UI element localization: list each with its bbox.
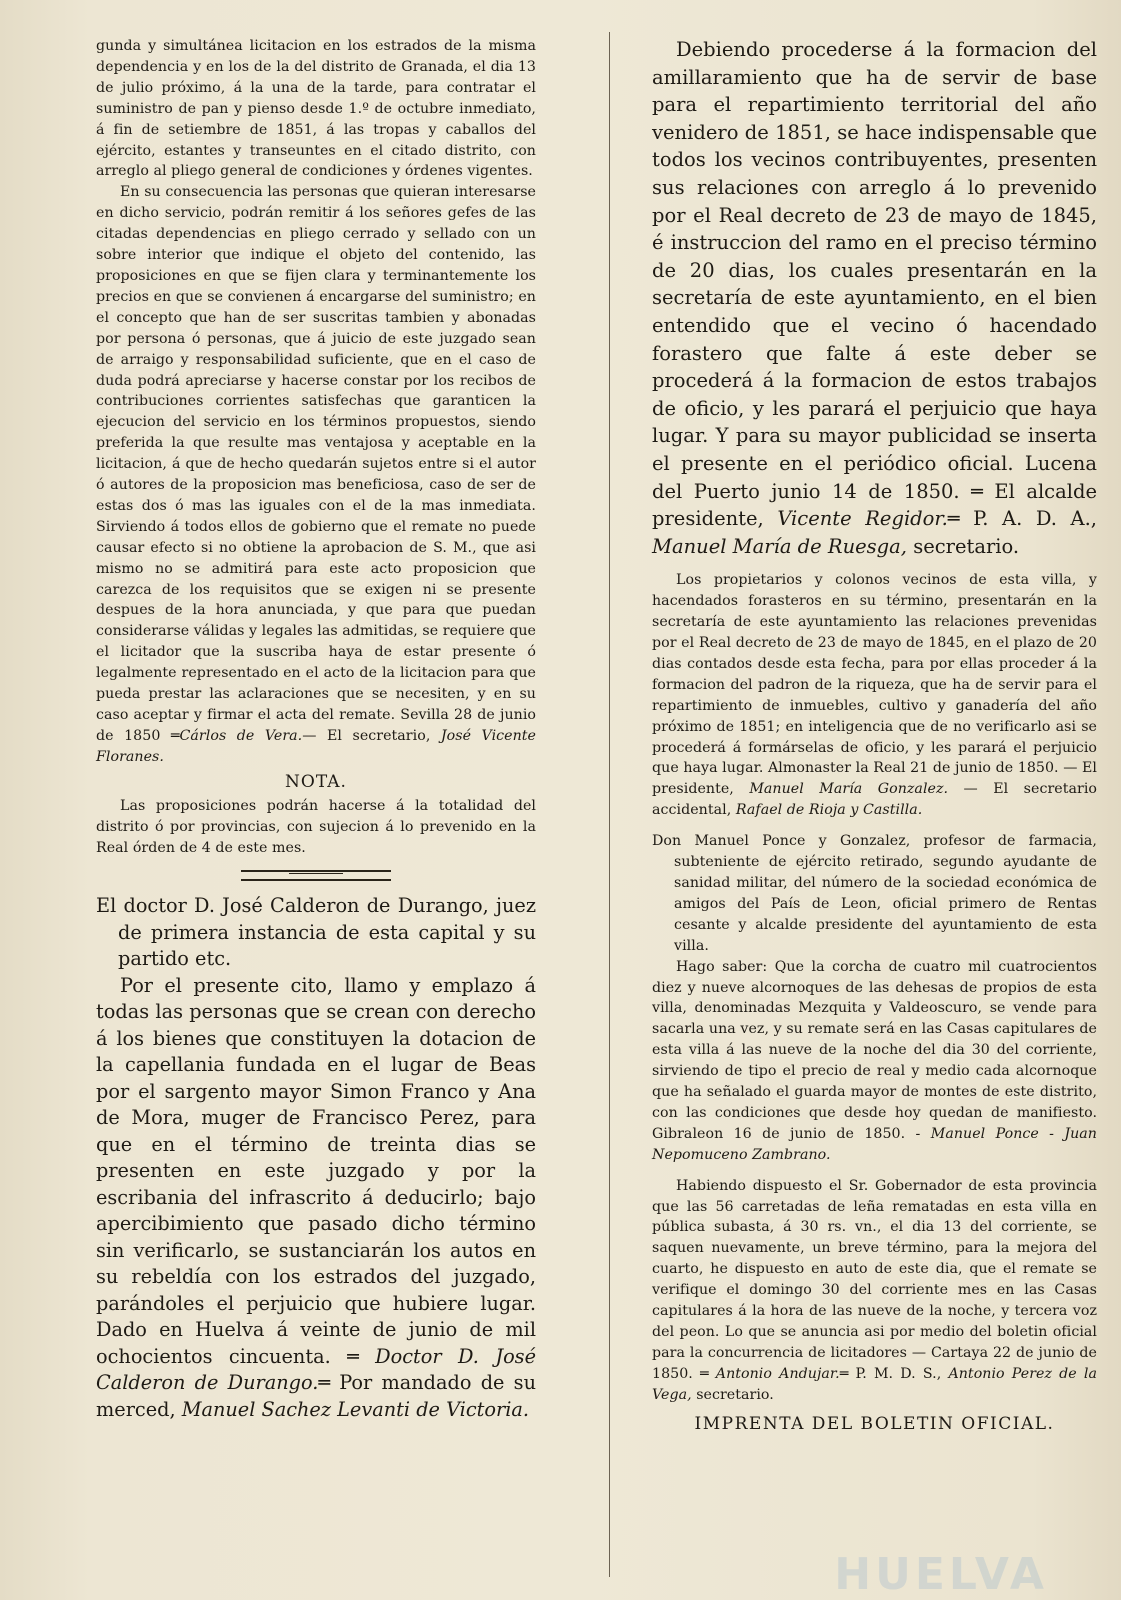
tender-conditions-text: En su consecuencia las personas que quieran interesarse en dicho servicio, podrán remitir á los señores gefes de las citadas dependencias en pliego cerrado y sellado con un sobre interior que indique el objeto del contenido, las proposiciones en que se fijen clara y terminantemente los precios en que se convienen á encargarse del suministro; en el concepto que han de ser suscritas tambien y abonadas por persona ó personas, que á juicio de este juzgado sean de arraigo y responsabilidad suficiente, que en el caso de duda podrá apreciarse y hacerse constar por los recibos de contribuciones corrientes satisfechas que garanticen la ejecucion del servicio en los términos propuestos, siendo preferida la que resulte mas ventajosa y aceptable en la licitacion, á que de hecho quedarán sujetos entre si el autor ó autores de la proposicion mas beneficiosa, caso de ser de estas dos ó mas las iguales con el de la mas inmediata. Sirviendo á todos ellos de gobierno que el remate no puede causar efecto si no obtiene la aprobacion de S. M., que asi mismo no se admitirá para este acto proposicion que carezca de los requisitos que se exigen ni se presente despues de la hora anunciada, y que para que puedan considerarse válidas y legales las admitidas, se requiere que el licitador que la suscriba haya de estar presente ó legalmente representado en el acto de la licitacion para que pueda prestar las aclaraciones que se necesiten, y en su caso aceptar y firmar el acta del remate. Sevilla 28 de junio de 1850 ═ <box>96 184 537 744</box>
edict-signature-mid: ═ Por mandado de su merced, <box>96 1371 536 1421</box>
lucena-signature-1: Vicente Regidor. <box>777 507 948 531</box>
cartaya-text: Habiendo dispuesto el Sr. Gobernador de esta provincia que las 56 carretadas de leña rematadas en esta villa en pública subasta, á 30 rs. vn., el dia 13 del corriente, se saquen nuevamente, un breve término, para la mejora del cuarto, he dispuesto en auto de este dia, que el remate se verifique el domingo 30 del corriente mes en las Casas capitulares á la hora de las nueve de la noche, y tercera voz del peon. Lo que se anuncia asi por medio del boletin oficial para la concurrencia de licitadores — Cartaya 22 de junio de 1850. ═ <box>652 1177 1097 1382</box>
cartaya-notice <box>652 1176 1097 1406</box>
tender-signature-2: José Vicente Floranes. <box>96 727 537 765</box>
gibraleon-heading: Don Manuel Ponce y Gonzalez, profesor de farmacia, subteniente de ejército retirado, segundo ayudante de sanidad militar, del número de la sociedad económica de amigos del País de Leon, oficial primero de Rentas cesante y alcalde presidente del ayuntamiento de esta villa. <box>652 833 1097 954</box>
nota-text: Las proposiciones podrán hacerse á la totalidad del distrito ó por provincias, con sujecion á lo prevenido en la Real órden de 4 de este mes. <box>96 797 536 856</box>
edict-body <box>96 973 536 1424</box>
gibraleon-signature: - Manuel Ponce - Juan Nepomuceno Zambrano. <box>652 1125 1097 1163</box>
cartaya-signature-mid: ═ P. M. D. S., <box>839 1365 942 1382</box>
almonaster-notice <box>652 570 1097 821</box>
right-column <box>652 36 1097 1580</box>
lucena-signature-mid: ═ P. A. D. A., <box>947 507 1097 531</box>
almonaster-text: Los propietarios y colonos vecinos de esta villa, y hacendados forasteros en su término, presentarán en la secretaría de este ayuntamiento las relaciones prevenidas por el Real decreto de 23 de mayo de 1845, en el plazo de 20 dias contados desde esta fecha, para por ellas proceder á la formacion del padron de la riqueza, que ha de servir para el repartimiento de inmuebles, cultivo y ganadería del año próximo de 1851; en inteligencia que de no verificarlo asi se procederá á formárselas de oficio, y les parará el perjuicio que haya lugar. Almonaster la Real 21 de junio de 1850. — El presidente, <box>652 572 1097 798</box>
imprenta-footer: IMPRENTA DEL BOLETIN OFICIAL. <box>694 1413 1055 1434</box>
section-divider <box>241 870 391 881</box>
tender-signature-1: Cárlos de Vera. <box>179 727 303 744</box>
tender-notice-conditions <box>96 182 536 767</box>
nota-title: NOTA. <box>285 771 347 792</box>
tender-notice-continuation: gunda y simultánea licitacion en los estrados de la misma dependencia y en los de la del distrito de Granada, el dia 13 de julio próximo, á la una de la tarde, para contratar el suministro de pan y pienso desde 1.º de octubre inmediato, á fin de setiembre de 1851, á las tropas y caballos del ejército, estantes y transeuntes en el citado distrito, con arreglo al pliego general de condiciones y órdenes vigentes. <box>96 38 536 180</box>
lucena-signature-end: secretario. <box>913 534 1020 558</box>
edict-heading: El doctor D. José Calderon de Durango, juez de primera instancia de esta capital y su partido etc. <box>96 894 536 971</box>
cartaya-signature-1: Antonio Andujar. <box>715 1365 840 1382</box>
lucena-notice <box>652 36 1097 560</box>
gibraleon-text: Hago saber: Que la corcha de cuatro mil cuatrocientos diez y nueve alcornoques de las dehesas de propios de esta villa, denominadas Mezquita y Valdeoscuro, se vende para sacarla una vez, y su remate será en las Casas capitulares de esta villa á las nueve de la noche del dia 30 del corriente, sirviendo de tipo el precio de real y medio cada alcornoque que ha señalado el guarda mayor de montes de este distrito, con las condiciones que desde hoy quedan de manifiesto. Gibraleon 16 de junio de 1850. <box>652 958 1097 1142</box>
cartaya-signature-2: Antonio Perez de la Vega, <box>652 1365 1098 1403</box>
almonaster-signature-mid: — El secretario accidental, <box>652 781 1097 819</box>
gibraleon-notice <box>652 957 1097 1166</box>
cartaya-signature-end: secretario. <box>696 1386 774 1403</box>
left-column <box>96 36 536 1580</box>
column-rule <box>609 32 610 1577</box>
lucena-signature-2: Manuel María de Ruesga, <box>652 534 907 558</box>
edict-signature-2: Manuel Sachez Levanti de Victoria. <box>181 1397 529 1421</box>
edict-signature-1: Doctor D. José Calderon de Durango. <box>96 1344 536 1395</box>
almonaster-signature-1: Manuel María Gonzalez. <box>749 781 949 798</box>
edict-text: Por el presente cito, llamo y emplazo á todas las personas que se crean con derecho á los bienes que constituyen la dotacion de la capellania fundada en el lugar de Beas por el sargento mayor Simon Franco y Ana de Mora, muger de Francisco Perez, para que en el término de treinta dias se presenten en este juzgado y por la escribania del infrascrito á deducirlo; bajo apercibimiento que pasado dicho término sin verificarlo, se sustanciarán los autos en su rebeldía con los estrados del juzgado, parándoles el perjuicio que hubiere lugar. Dado en Huelva á veinte de junio de mil ochocientos cincuenta. ═ <box>96 973 536 1368</box>
tender-signature-mid: — El secretario, <box>302 727 431 744</box>
archive-watermark: HUELVA <box>834 1549 1048 1600</box>
lucena-text: Debiendo procederse á la formacion del amillaramiento que ha de servir de base para el repartimiento territorial del año venidero de 1851, se hace indispensable que todos los vecinos contribuyentes, presenten sus relaciones con arreglo á lo prevenido por el Real decreto de 23 de mayo de 1845, é instruccion del ramo en el preciso término de 20 dias, los cuales presentarán en la secretaría de este ayuntamiento, en el bien entendido que el vecino ó hacendado forastero que falte á este deber se procederá á la formacion de estos trabajos de oficio, y les parará el perjuicio que haya lugar. Y para su mayor publicidad se inserta el presente en el periódico oficial. Lucena del Puerto junio 14 de 1850. ═ El alcalde presidente, <box>652 38 1097 531</box>
almonaster-signature-2: Rafael de Rioja y Castilla. <box>735 802 923 819</box>
